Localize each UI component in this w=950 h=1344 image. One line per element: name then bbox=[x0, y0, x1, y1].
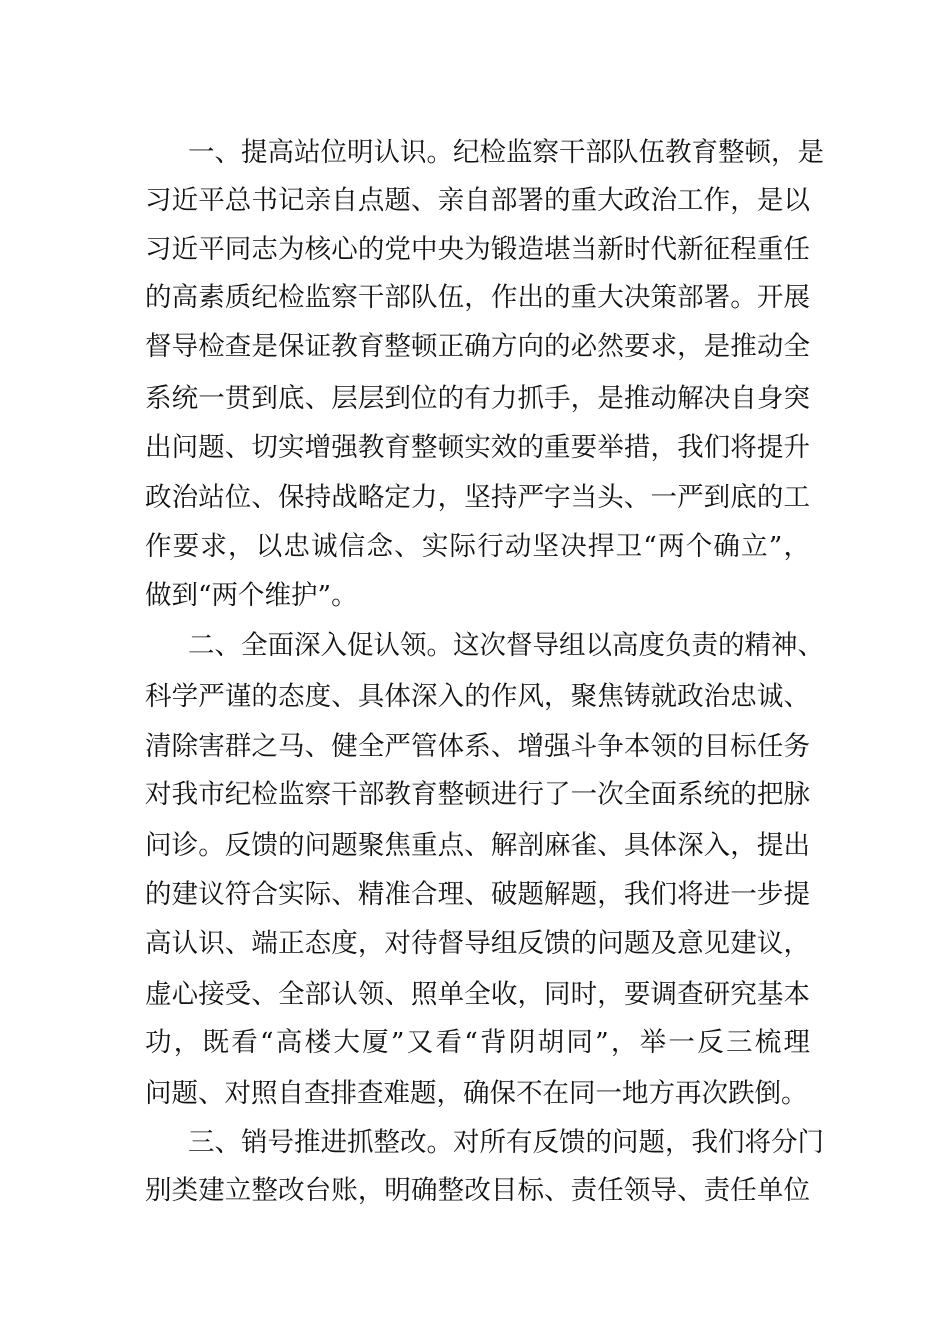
paragraph-2-line-4: 对我市纪检监察干部教育整顿进行了一次全面系统的把脉 bbox=[145, 779, 810, 810]
paragraph-1-line-6: 系统一贯到底、层层到位的有力抓手，是推动解决自身突 bbox=[145, 383, 810, 414]
paragraph-2-line-7: 高认识、端正态度，对待督导组反馈的问题及意见建议， bbox=[145, 928, 810, 959]
paragraph-1-line-9: 作要求，以忠诚信念、实际行动坚决捍卫“两个确立”， bbox=[145, 531, 810, 562]
paragraph-2-line-6: 的建议符合实际、精准合理、破题解题，我们将进一步提 bbox=[145, 879, 810, 910]
paragraph-1-line-5: 督导检查是保证教育整顿正确方向的必然要求，是推动全 bbox=[145, 331, 810, 362]
paragraph-2-line-3: 清除害群之马、健全严管体系、增强斗争本领的目标任务 bbox=[145, 731, 810, 762]
paragraph-2-line-9: 功，既看“高楼大厦”又看“背阴胡同”，举一反三梳理 bbox=[145, 1027, 810, 1058]
paragraph-1-line-8: 政治站位、保持战略定力，坚持严字当头、一严到底的工 bbox=[145, 482, 810, 513]
paragraph-1-line-3: 习近平同志为核心的党中央为锻造堪当新时代新征程重任 bbox=[145, 234, 810, 265]
paragraph-1-line-2: 习近平总书记亲自点题、亲自部署的重大政治工作，是以 bbox=[145, 185, 810, 216]
paragraph-2-line-2: 科学严谨的态度、具体深入的作风，聚焦铸就政治忠诚、 bbox=[145, 681, 810, 712]
paragraph-2-line-1: 二、全面深入促认领。这次督导组以高度负责的精神、 bbox=[188, 630, 824, 661]
paragraph-3-line-2: 别类建立整改台账，明确整改目标、责任领导、责任单位 bbox=[145, 1175, 810, 1206]
paragraph-1-line-4: 的高素质纪检监察干部队伍，作出的重大决策部署。开展 bbox=[145, 282, 810, 313]
paragraph-1-line-1: 一、提高站位明认识。纪检监察干部队伍教育整顿，是 bbox=[188, 137, 824, 168]
paragraph-1-line-7: 出问题、切实增强教育整顿实效的重要举措，我们将提升 bbox=[145, 432, 810, 463]
paragraph-2-line-5: 问诊。反馈的问题聚焦重点、解剖麻雀、具体深入，提出 bbox=[145, 830, 810, 861]
paragraph-3-line-1: 三、销号推进抓整改。对所有反馈的问题，我们将分门 bbox=[188, 1127, 824, 1158]
paragraph-2-line-8: 虚心接受、全部认领、照单全收，同时，要调查研究基本 bbox=[145, 979, 810, 1010]
paragraph-1-line-10: 做到“两个维护”。 bbox=[145, 580, 358, 611]
paragraph-2-line-10: 问题、对照自查排查难题，确保不在同一地方再次跌倒。 bbox=[145, 1078, 808, 1109]
